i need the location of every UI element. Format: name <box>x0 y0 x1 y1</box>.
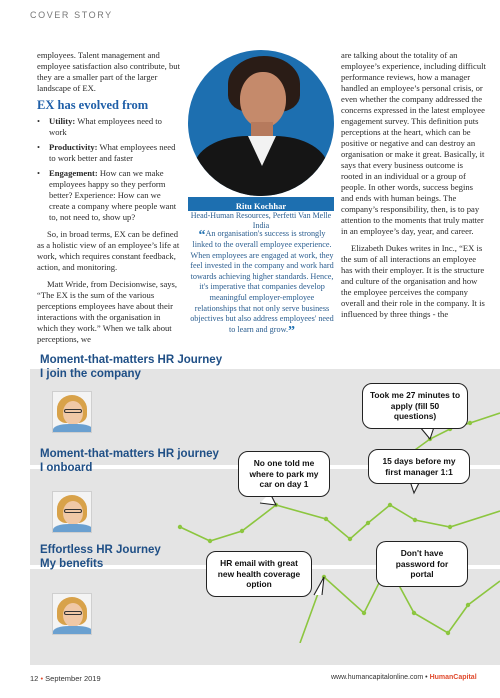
journey-comment: 15 days before my first manager 1:1 <box>368 449 470 484</box>
bullet-list <box>37 116 180 223</box>
journey-point <box>412 611 416 615</box>
bullet-text: What employees need to work <box>49 116 162 137</box>
journey-point <box>362 611 366 615</box>
employee-avatar <box>52 593 92 635</box>
journey-point <box>208 539 212 543</box>
employee-avatar <box>52 391 92 433</box>
journey-point <box>240 529 244 533</box>
band-title-benefits <box>40 543 161 571</box>
journey-comment: Took me 27 minutes to apply (fill 50 questions) <box>362 383 468 429</box>
footer-separator: • <box>40 674 44 683</box>
paragraph: Elizabeth Dukes writes in Inc., “EX is the sum of all interactions an employee has with their employer. It is the structure and culture of the organisation and how the employee perceives the company overall and their role in the company. It is influenced by three things - the <box>341 243 485 319</box>
paragraph: employees. Talent management and employee satisfaction also contribute, but they are a smaller part of the larger landscape of EX. <box>37 50 180 93</box>
journey-point <box>178 525 182 529</box>
profile-name: Ritu Kochhar <box>235 201 287 211</box>
subheading: EX has evolved from <box>37 98 149 112</box>
journey-point <box>366 521 370 525</box>
journey-comment: HR email with great new health coverage option <box>206 551 312 597</box>
band-title-onboard <box>40 447 219 475</box>
list-item <box>37 142 180 164</box>
footer-separator: • <box>425 674 428 681</box>
journey-line-onboard <box>180 505 500 541</box>
journey-point <box>348 537 352 541</box>
band-title-line: I join the company <box>40 368 141 380</box>
bullet-term: Engagement: <box>49 168 98 178</box>
page-number: 12 <box>30 674 39 683</box>
magazine-logo: HumanCapital <box>429 674 477 681</box>
journey-point <box>466 603 470 607</box>
band-title-join <box>40 353 222 381</box>
list-item <box>37 168 180 223</box>
section-label: COVER STORY <box>30 10 113 20</box>
journey-point <box>413 518 417 522</box>
journey-point <box>468 421 472 425</box>
quote-close-mark: ” <box>288 323 296 339</box>
quote-open-mark: “ <box>198 228 206 243</box>
journey-points-onboard <box>178 503 452 543</box>
quote-text: An organisation's success is strongly linked to the overall employee experience. When employees are engaged at work, they feel invested in the company and work hard towards achieving higher standards. Hence, it's imperative that companies develop meaningful employer-employee relationships that not only serve business objectives but also address employees' need to learn and grow. <box>190 229 334 334</box>
paragraph: are talking about the totality of an employee’s experience, including difficult performance reviews, how a manager handled an employee’s personal crisis, or even whether the company addressed the concerns expressed in the latest employee engagement survey. This definition puts perceptions at the heart, which can be positive or negative and can destroy an organisation or make it great. Basically, it says that every business outcome is rooted in an individual or a group of people. In other words, success begins and ends with human beings. The company’s responsibility, then, is to pay attention to the moments that truly matter in an employee’s day, year, and career. <box>341 50 486 236</box>
paragraph: Matt Wride, from Decisionwise, says, “The EX is the sum of the various perceptions employees have about their interactions with the organisation in which they work.” When we talk about perceptions, we <box>37 279 178 344</box>
profile-photo <box>188 50 334 196</box>
employee-avatar <box>52 491 92 533</box>
right-column <box>341 50 487 326</box>
profile-title: Head-Human Resources, Perfetti Van Melle India <box>190 211 332 230</box>
issue-date: September 2019 <box>45 674 101 683</box>
journey-point <box>448 525 452 529</box>
footer-brand <box>331 674 477 681</box>
left-column <box>37 50 180 351</box>
bullet-text: What employees need to work better and faster <box>49 142 176 163</box>
band-title-line: My benefits <box>40 558 104 570</box>
band-title-line: Moment-that-matters HR journey <box>40 448 219 460</box>
journey-comment: No one told me where to park my car on day 1 <box>238 451 330 497</box>
journey-point <box>324 517 328 521</box>
band-title-line: Effortless HR Journey <box>40 544 161 556</box>
band-title-line: I onboard <box>40 462 93 474</box>
journey-point <box>446 631 450 635</box>
list-item <box>37 116 180 138</box>
bullet-text: How can we make employees happy so they perform better? Experience: How can we create a company where people want to, not need to, show up? <box>49 168 177 222</box>
journey-point <box>388 503 392 507</box>
paragraph: So, in broad terms, EX can be defined as a holistic view of an employee’s life at work, which requires constant feedback, action, and monitoring. <box>37 229 180 272</box>
bullet-term: Utility: <box>49 116 76 126</box>
band-title-line: Moment-that-matters HR Journey <box>40 354 223 366</box>
footer-issue <box>30 674 101 683</box>
pull-quote <box>190 228 334 339</box>
hr-journey-infographic <box>30 343 500 643</box>
journey-comment: Don't have password for portal <box>376 541 468 587</box>
website-url[interactable]: www.humancapitalonline.com <box>331 674 424 681</box>
bullet-term: Productivity: <box>49 142 98 152</box>
